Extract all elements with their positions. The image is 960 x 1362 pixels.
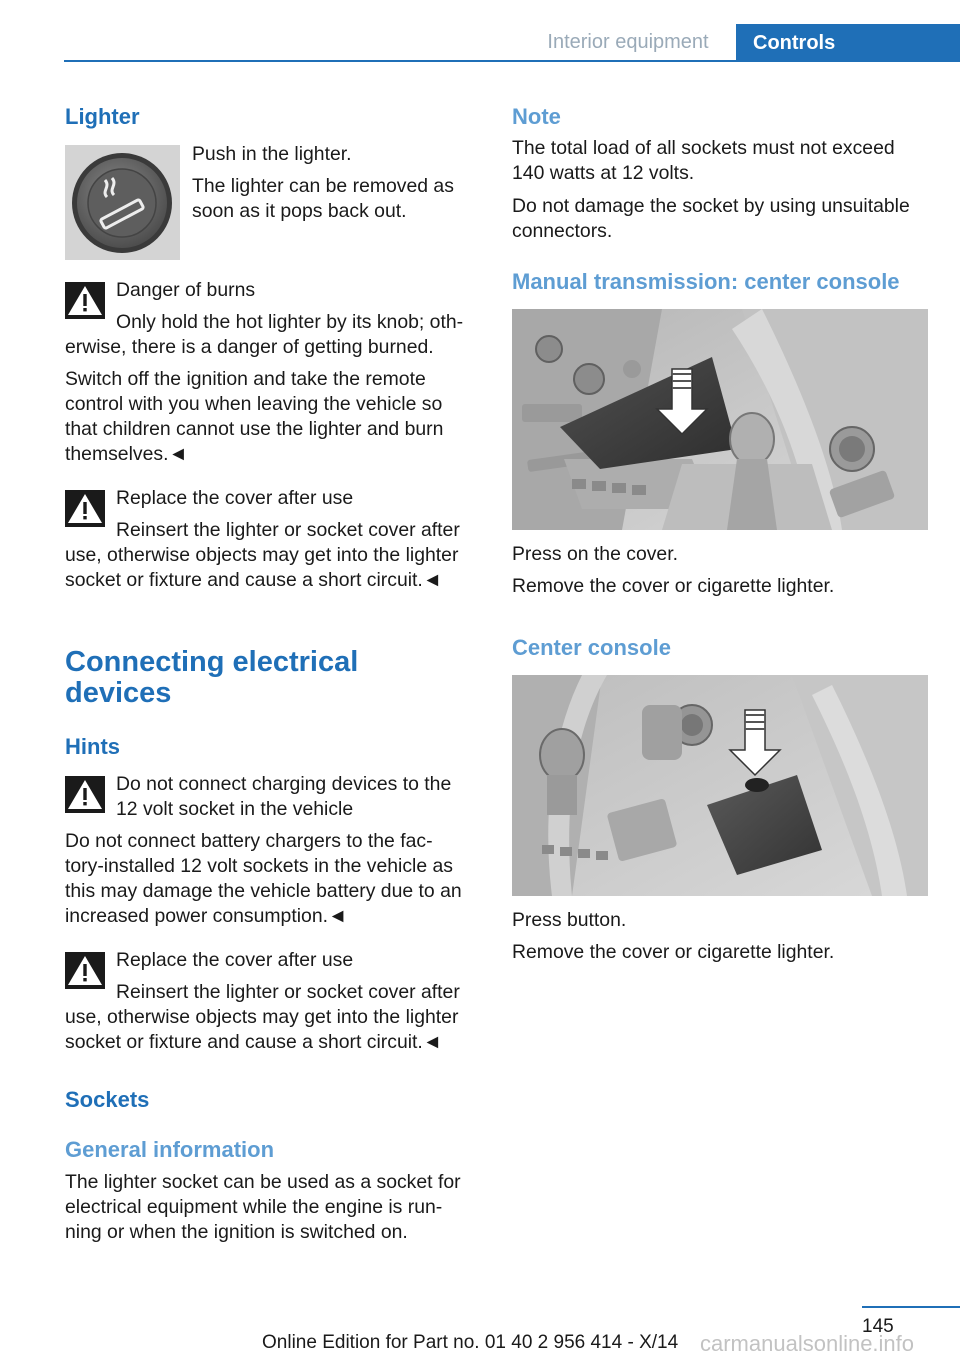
warning-cover1-line1: Reinsert the lighter or socket cover after [116,519,460,541]
warning-triangle-icon [65,952,105,989]
chargers-text-line4: increased power consumption.◄ [65,905,348,927]
sockets-text-line2: electrical equipment while the engine is run‐ [65,1196,443,1218]
warning-cover1-title: Replace the cover after use [116,487,354,509]
warning-burns-line1: Only hold the hot lighter by its knob; oth‐ [116,311,464,333]
note-text-line2: 140 watts at 12 volts. [512,162,695,184]
header-section-title: Interior equipment [547,31,709,53]
warning-cover2-line3: socket or fixture and cause a short circuit.◄ [65,1031,443,1053]
warning-cover2-line2: use, otherwise objects may get into the lighter [65,1006,459,1028]
ignition-text-line3: that children cannot use the lighter and burn [65,418,444,440]
note-text-line4: connectors. [512,220,613,242]
manual-remove-text: Remove the cover or cigarette lighter. [512,575,835,597]
hints-warning-line2: 12 volt socket in the vehicle [116,798,354,820]
warning-cover1-line2: use, otherwise objects may get into the lighter [65,544,459,566]
footer-divider [862,1306,960,1308]
manual-console-image [512,309,928,530]
header-tab-controls[interactable]: Controls [736,24,960,62]
watermark: carmanualsonline.info [700,1331,915,1356]
lighter-remove-text-line1: The lighter can be removed as [192,175,454,197]
warning-triangle-icon [65,776,105,813]
ignition-text-line2: control with you when leaving the vehicle so [65,393,443,415]
lighter-remove-text-line2: soon as it pops back out. [192,200,407,222]
ignition-text-line4: themselves.◄ [65,443,188,465]
manual-transmission-heading: Manual transmission: center console [512,269,900,294]
chargers-text-line3: this may damage the vehicle battery due to an [65,880,462,902]
hints-warning-line1: Do not connect charging devices to the [116,773,452,795]
warning-cover2-title: Replace the cover after use [116,949,354,971]
note-text-line3: Do not damage the socket by using unsuitable [512,195,910,217]
warning-burns-title: Danger of burns [116,279,256,301]
warning-cover2-line1: Reinsert the lighter or socket cover after [116,981,460,1003]
general-info-heading: General information [65,1137,275,1162]
center-press-text: Press button. [512,909,627,931]
sockets-text-line3: ning or when the ignition is switched on. [65,1221,408,1243]
note-heading: Note [512,104,561,129]
warning-burns-line2: erwise, there is a danger of getting burned. [65,336,434,358]
header-divider [64,60,960,62]
manual-console-illustration [512,309,928,530]
chargers-text-line2: tory-installed 12 volt sockets in the vehicle as [65,855,454,877]
footer-edition: Online Edition for Part no. 01 40 2 956 414 - X/14 [262,1332,679,1353]
sockets-heading: Sockets [65,1087,150,1112]
sockets-text-line1: The lighter socket can be used as a socket for [65,1171,461,1193]
manual-press-text: Press on the cover. [512,543,678,565]
center-console-illustration [512,675,928,896]
lighter-push-text: Push in the lighter. [192,143,352,165]
warning-triangle-icon [65,282,105,319]
cigarette-lighter-icon [65,145,180,260]
lighter-heading: Lighter [65,104,140,129]
chargers-text-line1: Do not connect battery chargers to the fac‐ [65,830,433,852]
warning-triangle-icon [65,490,105,527]
hints-heading: Hints [65,734,120,759]
center-console-image [512,675,928,896]
warning-cover1-line3: socket or fixture and cause a short circuit.◄ [65,569,443,591]
connecting-heading-line2: devices [65,677,172,709]
center-remove-text: Remove the cover or cigarette lighter. [512,941,835,963]
note-text-line1: The total load of all sockets must not exceed [512,137,895,159]
center-console-heading: Center console [512,635,671,660]
lighter-image [65,145,180,260]
connecting-heading-line1: Connecting electrical [65,646,359,678]
ignition-text-line1: Switch off the ignition and take the remote [65,368,426,390]
page-number: 145 [862,1316,894,1337]
